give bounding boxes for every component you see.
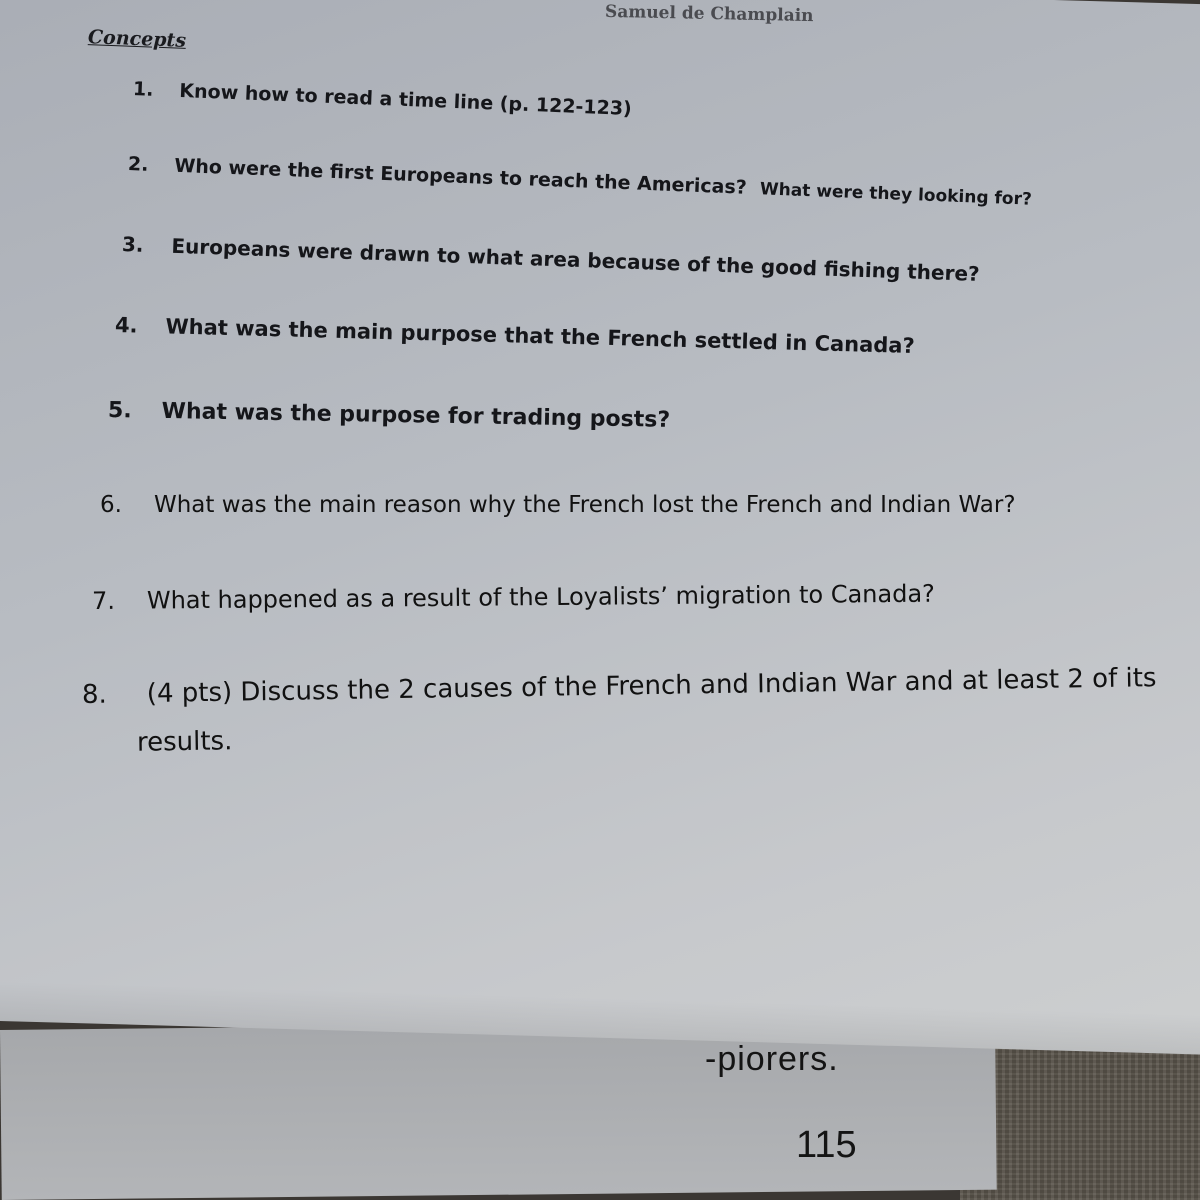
question-text: What happened as a result of the Loyalists’ migration to Canada? <box>146 579 935 615</box>
question-text: Know how to read a time line (p. 122-123) <box>178 79 633 121</box>
page-number: 115 <box>796 1124 857 1166</box>
question-number: 3. <box>121 232 144 257</box>
under-page-partial-word: -piorers. <box>705 1040 839 1078</box>
question-text: What was the main purpose that the French settled in Canada? <box>165 314 916 358</box>
question-subtext: What were they looking for? <box>759 179 1033 210</box>
question-text: What was the purpose for trading posts? <box>161 398 671 433</box>
question-number: 2. <box>127 153 149 176</box>
question-number: 8. <box>81 679 108 710</box>
question-6 <box>100 492 1016 518</box>
question-number: 4. <box>114 313 138 338</box>
question-number: 1. <box>132 78 154 101</box>
question-number: 7. <box>91 586 116 615</box>
question-text: What was the main reason why the French lost the French and Indian War? <box>153 492 1016 518</box>
question-8-continuation: results. <box>136 726 233 758</box>
worksheet-title: Samuel de Champlain <box>604 1 814 27</box>
question-text: Who were the first Europeans to reach the Americas? <box>173 154 748 199</box>
question-number: 5. <box>107 398 132 424</box>
question-number: 6. <box>100 492 122 518</box>
section-heading: Concepts <box>87 26 187 52</box>
question-text: (4 pts) Discuss the 2 causes of the French and Indian War and at least 2 of its <box>146 663 1157 709</box>
under-page <box>0 1020 997 1200</box>
question-text: Europeans were drawn to what area because of the good fishing there? <box>171 233 981 286</box>
